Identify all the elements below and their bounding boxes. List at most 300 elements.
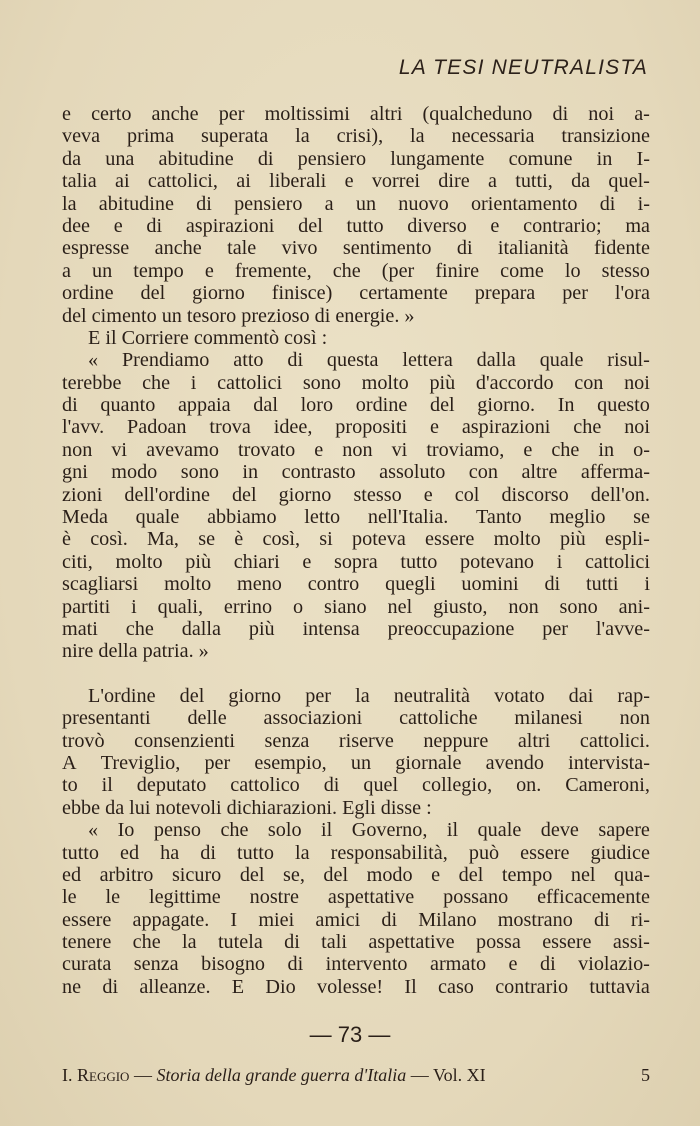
word: certo: [91, 103, 132, 125]
word: sentimento: [342, 237, 432, 260]
word: e: [62, 103, 71, 125]
word: del: [239, 863, 265, 886]
word: è: [62, 528, 71, 551]
word: contro: [307, 573, 360, 596]
word: il: [105, 326, 117, 349]
word: vorrei: [371, 170, 421, 193]
word: a: [62, 259, 71, 282]
word: I-: [636, 147, 650, 170]
word: avendo: [485, 751, 544, 774]
word: Il: [404, 975, 417, 998]
word: dichiarazioni.: [226, 796, 338, 819]
word: :: [321, 326, 328, 349]
word: dal: [253, 394, 278, 417]
word: le: [62, 886, 77, 909]
text-line: [62, 842, 650, 864]
word: pensiero: [234, 192, 303, 215]
word: molto: [361, 371, 409, 394]
word: e: [314, 438, 324, 461]
paragraph-gap: [62, 663, 650, 685]
word: a-: [634, 103, 650, 125]
word: disse: [380, 796, 422, 819]
text-line: [62, 394, 650, 416]
word: se: [198, 528, 216, 551]
word: tutela: [217, 931, 263, 954]
word: che: [332, 259, 361, 282]
word: molto: [164, 573, 212, 596]
text-line: [62, 886, 650, 908]
word: quali,: [157, 595, 204, 618]
word: col: [454, 483, 480, 506]
word: trovato: [238, 438, 296, 461]
text-line: [62, 573, 650, 595]
text-line: [62, 819, 650, 841]
word: i: [556, 550, 563, 573]
word: non: [508, 595, 539, 618]
word: molto: [493, 528, 541, 551]
word: più: [185, 550, 212, 573]
word: certamente: [359, 282, 448, 305]
word: ordine: [62, 282, 114, 305]
word: ed: [120, 841, 140, 864]
word: e: [344, 170, 354, 193]
word: che: [132, 931, 161, 954]
word: ri-: [630, 908, 650, 931]
word: questa: [326, 349, 379, 372]
word: cimento: [91, 304, 157, 327]
word: legittime: [148, 886, 221, 909]
word: nire: [62, 640, 94, 663]
word: di: [599, 192, 616, 215]
running-head: LA TESI NEUTRALISTA: [398, 56, 648, 79]
word: dee: [62, 214, 91, 237]
word: i-: [637, 192, 650, 215]
word: se: [633, 506, 650, 529]
word: intensa: [302, 617, 360, 640]
word: poteva: [352, 528, 406, 551]
text-line: [62, 416, 650, 438]
word: contrario: [495, 975, 569, 998]
word: associazioni: [263, 707, 363, 730]
word: che: [551, 438, 580, 461]
text-line: [62, 103, 650, 125]
word: senza: [264, 729, 310, 752]
word: che: [220, 819, 249, 842]
word: da: [62, 147, 82, 170]
word: Io: [117, 819, 135, 842]
word: giorno: [192, 282, 245, 305]
word: modo: [366, 863, 413, 886]
word: abitudine: [158, 147, 234, 170]
word: sicuro: [171, 863, 222, 886]
text-line: [62, 484, 650, 506]
word: così.: [90, 528, 128, 551]
word: di: [552, 103, 569, 125]
word: del: [429, 394, 455, 417]
word: giudice: [590, 841, 650, 864]
word: Treviglio,: [100, 751, 181, 774]
word: aspettative: [368, 931, 455, 954]
word: per: [218, 103, 245, 125]
text-line: [62, 237, 650, 259]
word: ordine: [355, 394, 408, 417]
word: atto: [233, 349, 264, 372]
word: noi: [588, 103, 615, 125]
word: del: [323, 863, 349, 886]
word: meno: [237, 573, 282, 596]
word: di: [287, 953, 304, 976]
word: pensiero: [297, 147, 367, 170]
word: i: [190, 371, 197, 394]
word: votato: [494, 684, 545, 707]
text-line: [62, 931, 650, 953]
word: che: [573, 416, 602, 439]
word: abbiamo: [207, 506, 277, 529]
word: comune: [508, 147, 573, 170]
word: tempo: [501, 863, 553, 886]
word: delle: [187, 707, 227, 730]
word: o-: [633, 438, 650, 461]
word: di: [200, 841, 216, 864]
word: della: [98, 640, 138, 663]
word: un: [92, 259, 113, 282]
word: appaia: [177, 394, 231, 417]
word: alleanze.: [139, 975, 211, 998]
word: cattolico: [230, 774, 300, 797]
word: l'ora: [614, 282, 650, 305]
word: idee,: [273, 416, 313, 439]
word: transizione: [561, 125, 650, 148]
word: deputato: [136, 774, 207, 797]
word: ne: [62, 975, 82, 998]
word: di: [62, 394, 78, 417]
word: cattolici,: [147, 170, 218, 193]
word: cattolici: [217, 371, 283, 394]
word: giorno.: [477, 394, 536, 417]
word: on.: [516, 774, 542, 797]
word: »: [404, 304, 415, 327]
word: aspettative: [327, 886, 415, 909]
text-line: [62, 439, 650, 461]
word: volesse!: [316, 975, 384, 998]
word: lettera: [402, 349, 453, 372]
word: per: [562, 282, 588, 305]
word: tutto: [400, 550, 438, 573]
word: stesso: [353, 483, 402, 506]
word: giusto,: [433, 595, 488, 618]
word: «: [88, 819, 99, 842]
word: più: [248, 617, 275, 640]
word: giornale: [395, 751, 462, 774]
word: la: [62, 192, 77, 215]
word: lungamente: [390, 147, 485, 170]
text-line: [62, 774, 650, 796]
word: dire: [438, 170, 470, 193]
word: chiari: [233, 550, 280, 573]
word: Dio: [265, 975, 296, 998]
word: essere: [62, 908, 112, 931]
word: noi: [624, 371, 650, 394]
word: il: [446, 819, 459, 842]
word: una: [105, 147, 135, 170]
word: anche: [151, 103, 199, 125]
text-line: [62, 215, 650, 237]
word: prima: [127, 125, 175, 148]
word: citi,: [62, 550, 93, 573]
word: di: [544, 573, 561, 596]
word: A: [62, 751, 77, 774]
word: qua-: [614, 863, 650, 886]
word: essere: [425, 528, 475, 551]
text-line: [62, 327, 650, 349]
word: Ma,: [147, 528, 179, 551]
word: collegio,: [422, 774, 493, 797]
word: finire: [435, 259, 480, 282]
word: di: [287, 349, 304, 372]
word: errino: [223, 595, 273, 618]
text-line: [62, 148, 650, 170]
word: sapere: [598, 819, 650, 842]
word: possano: [443, 886, 509, 909]
word: ani-: [618, 595, 650, 618]
word: rap-: [617, 684, 650, 707]
word: e: [508, 953, 518, 976]
footer-author: I. Reggio: [62, 1065, 130, 1085]
word: partiti: [62, 595, 111, 618]
word: espresse: [62, 237, 130, 260]
text-line: [62, 909, 650, 931]
footer-dash: —: [410, 1065, 429, 1085]
word: dell'on.: [590, 483, 650, 506]
word: risul-: [607, 349, 650, 372]
word: aspirazioni: [461, 416, 551, 439]
word: E: [88, 326, 101, 349]
text-line: [62, 125, 650, 147]
word: nostre: [249, 886, 299, 909]
word: veva: [62, 125, 101, 148]
word: dalla: [181, 617, 221, 640]
text-line: [62, 349, 650, 371]
footer-citation: [62, 1065, 486, 1086]
word: tutto: [346, 214, 384, 237]
word: anche: [154, 237, 202, 260]
word: fremente,: [234, 259, 312, 282]
word: i: [644, 573, 650, 596]
word: appagate.: [132, 908, 210, 931]
word: ebbe: [62, 796, 101, 819]
word: terebbe: [62, 371, 122, 394]
word: l'avv.: [62, 416, 105, 439]
word: per: [542, 617, 568, 640]
word: si: [319, 528, 333, 551]
word: discorso: [501, 483, 569, 506]
text-line: [62, 260, 650, 282]
word: uomini: [461, 573, 519, 596]
word: può: [468, 841, 500, 864]
word: tutto: [62, 841, 100, 864]
word: la: [410, 125, 425, 148]
word: talia: [62, 170, 97, 193]
word: trova: [209, 416, 251, 439]
word: ha: [160, 841, 180, 864]
word: ai: [236, 170, 251, 193]
word: e: [429, 416, 439, 439]
word: che: [142, 371, 171, 394]
word: le: [105, 886, 121, 909]
text-line: [62, 730, 650, 752]
text-line: [62, 685, 650, 707]
word: vi: [391, 438, 408, 461]
word: «: [88, 349, 99, 372]
text-line: [62, 528, 650, 550]
word: Corriere: [121, 326, 189, 349]
word: il: [321, 819, 333, 842]
word: di: [284, 931, 300, 954]
word: più: [429, 371, 456, 394]
word: del: [140, 282, 166, 305]
word: scagliarsi: [62, 573, 139, 596]
word: in: [598, 438, 615, 461]
word: più: [559, 528, 586, 551]
footer-signature-mark: 5: [641, 1065, 650, 1085]
word: neppure: [423, 729, 489, 752]
word: dalla: [476, 349, 516, 372]
word: nuovo: [398, 192, 449, 215]
text-line: [62, 506, 650, 528]
word: deve: [540, 819, 579, 842]
word: loro: [300, 394, 334, 417]
word: dai: [568, 684, 594, 707]
word: di: [456, 237, 473, 260]
word: potevano: [460, 550, 535, 573]
word: abitudine: [98, 192, 174, 215]
word: non: [619, 707, 650, 730]
word: Padoan: [127, 416, 187, 439]
word: to: [62, 774, 78, 797]
word: nell'Italia.: [367, 506, 449, 529]
text-line: [62, 953, 650, 975]
signature-footer: [62, 1065, 650, 1086]
word: esempio,: [254, 751, 327, 774]
word: tesoro: [186, 304, 237, 327]
word: :: [426, 796, 432, 819]
word: del: [458, 863, 484, 886]
word: vi: [111, 438, 128, 461]
word: patria.: [142, 640, 194, 663]
word: assoluto: [379, 461, 446, 484]
word: aspirazioni: [185, 214, 275, 237]
word: tempo: [133, 259, 184, 282]
word: arbitro: [99, 863, 154, 886]
word: di: [146, 214, 163, 237]
word: meglio: [549, 506, 606, 529]
word: senza: [133, 953, 179, 976]
word: quel: [363, 774, 399, 797]
word: riserve: [338, 729, 394, 752]
word: di: [539, 953, 556, 976]
word: armato: [430, 953, 487, 976]
word: mati: [62, 617, 98, 640]
word: prepara: [474, 282, 536, 305]
word: quale: [539, 349, 584, 372]
word: crisi),: [336, 125, 384, 148]
word: per: [204, 751, 231, 774]
word: Egli: [342, 796, 376, 819]
word: Cameroni,: [565, 774, 650, 797]
word: tutti,: [515, 170, 553, 193]
word: da: [571, 170, 591, 193]
word: tuttavia: [589, 975, 650, 998]
word: ma: [625, 214, 650, 237]
word: vivo: [281, 237, 318, 260]
word: cattoliche: [399, 707, 478, 730]
word: in: [596, 147, 613, 170]
word: molto: [115, 550, 163, 573]
word: efficacemente: [537, 886, 650, 909]
word: o: [293, 595, 304, 618]
text-line: [62, 618, 650, 640]
word: un: [355, 192, 377, 215]
footer-title: Storia della grande guerra d'Italia: [156, 1065, 407, 1085]
text-line: [62, 752, 650, 774]
text-line: [62, 596, 650, 618]
word: troviamo,: [426, 438, 505, 461]
word: non: [62, 438, 93, 461]
word: e: [113, 214, 123, 237]
word: consenzienti: [134, 729, 236, 752]
word: I: [230, 908, 238, 931]
word: e: [423, 483, 433, 506]
word: altre: [521, 461, 558, 484]
word: e: [302, 550, 312, 573]
word: se,: [283, 863, 305, 886]
word: così,: [262, 528, 301, 551]
word: L'ordine: [88, 684, 156, 707]
word: tali: [321, 931, 347, 954]
text-line: [62, 305, 650, 327]
word: quale: [135, 506, 180, 529]
word: cattolici.: [579, 729, 650, 752]
word: ai: [115, 170, 130, 193]
word: orientamento: [470, 192, 578, 215]
word: tutto: [236, 841, 274, 864]
word: i: [131, 595, 137, 618]
word: non: [342, 438, 373, 461]
word: di: [196, 192, 212, 215]
word: la: [355, 684, 370, 707]
word: il: [101, 774, 113, 797]
word: zioni: [62, 483, 103, 506]
word: gni: [62, 461, 88, 484]
word: del: [62, 304, 87, 327]
word: curata: [62, 953, 112, 976]
word: moltissimi: [264, 103, 350, 125]
word: a: [487, 170, 497, 193]
word: come: [500, 259, 544, 282]
word: contrario;: [523, 214, 602, 237]
word: prezioso: [241, 304, 310, 327]
word: sopra: [333, 550, 378, 573]
word: l'avve-: [595, 617, 650, 640]
word: penso: [153, 819, 201, 842]
word: essere: [542, 931, 592, 954]
text-line: [62, 372, 650, 394]
text-line: [62, 864, 650, 886]
word: intervento: [325, 953, 408, 976]
word: contrasto: [281, 461, 356, 484]
word: del: [179, 684, 205, 707]
word: per: [305, 684, 331, 707]
